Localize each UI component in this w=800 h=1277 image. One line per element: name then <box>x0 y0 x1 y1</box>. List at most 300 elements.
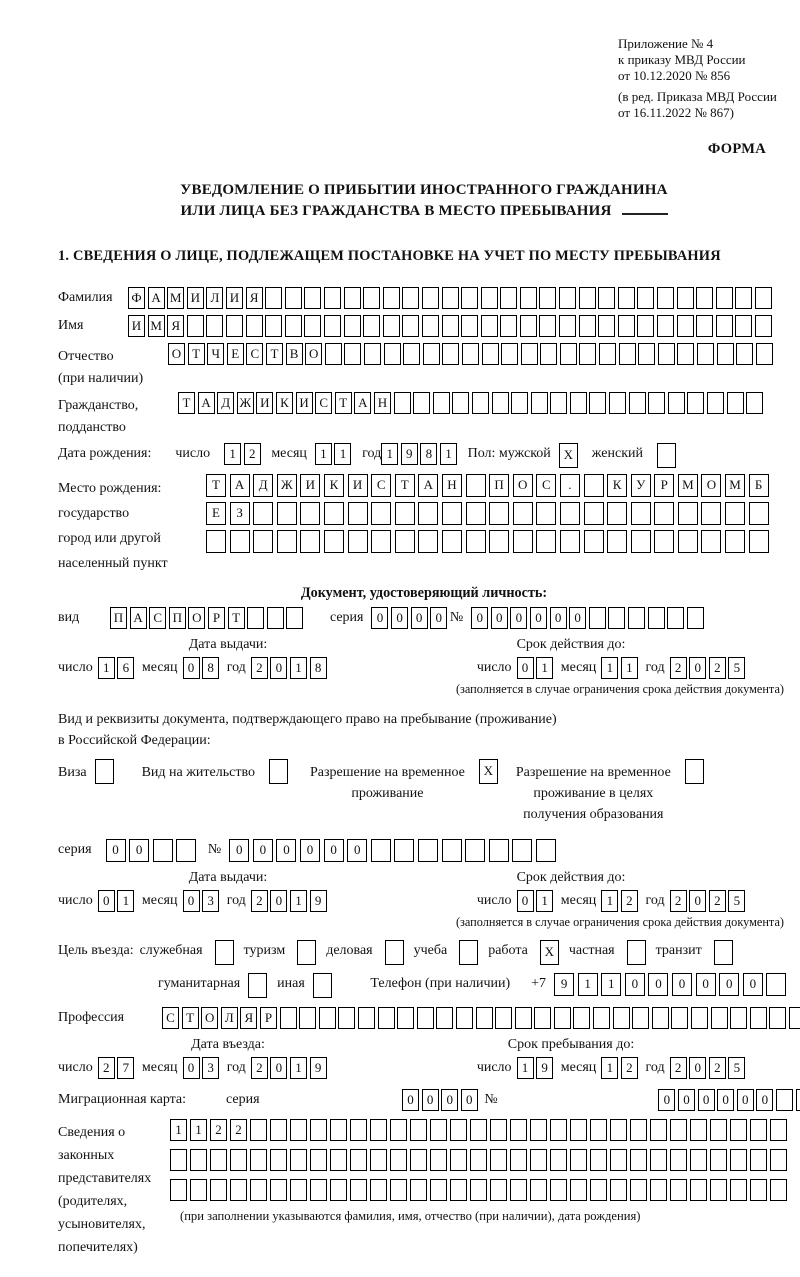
visa-cell[interactable] <box>95 759 114 784</box>
entry-year-cell[interactable]: 9 <box>310 1057 327 1079</box>
patronymic-cell[interactable] <box>423 343 440 365</box>
mig-number-cell[interactable]: 0 <box>737 1089 754 1111</box>
birth-place-cell[interactable] <box>725 502 745 525</box>
legal-rep-cell[interactable]: 2 <box>210 1119 227 1141</box>
citizenship-cell[interactable]: Н <box>374 392 391 414</box>
legal-rep-cell[interactable] <box>490 1149 507 1171</box>
doc-valid-year-cell[interactable]: 2 <box>709 657 726 679</box>
legal-rep-cell[interactable] <box>650 1179 667 1201</box>
profession-cell[interactable] <box>378 1007 395 1029</box>
birth-place-cell[interactable] <box>631 530 651 553</box>
birth-month-cell[interactable]: 1 <box>315 443 332 465</box>
name-cell[interactable]: Я <box>167 315 184 337</box>
birth-place-cell[interactable] <box>701 530 721 553</box>
citizenship-cell[interactable]: А <box>198 392 215 414</box>
birth-place-cell[interactable] <box>489 502 509 525</box>
residence-permit-cell[interactable] <box>269 759 288 784</box>
legal-rep-cell[interactable] <box>490 1119 507 1141</box>
birth-place-cell[interactable] <box>654 502 674 525</box>
legal-rep-cell[interactable] <box>310 1149 327 1171</box>
birth-place-cell[interactable] <box>324 502 344 525</box>
doc-series-cell[interactable]: 0 <box>430 607 447 629</box>
patronymic-cell[interactable] <box>344 343 361 365</box>
surname-cell[interactable] <box>539 287 556 309</box>
name-cell[interactable] <box>520 315 537 337</box>
surname-cell[interactable] <box>696 287 713 309</box>
doc-number-cell[interactable]: 0 <box>471 607 488 629</box>
res-issue-month-cell[interactable]: 3 <box>202 890 219 912</box>
legal-rep-cell[interactable] <box>610 1149 627 1171</box>
patronymic-cell[interactable] <box>579 343 596 365</box>
legal-rep-cell[interactable] <box>590 1179 607 1201</box>
patronymic-cell[interactable] <box>658 343 675 365</box>
profession-cell[interactable] <box>280 1007 297 1029</box>
legal-rep-cell[interactable] <box>410 1119 427 1141</box>
birth-year-cell[interactable]: 1 <box>440 443 457 465</box>
surname-cell[interactable] <box>677 287 694 309</box>
legal-rep-cell[interactable] <box>730 1149 747 1171</box>
res-number-cell[interactable] <box>465 839 485 862</box>
surname-cell[interactable] <box>637 287 654 309</box>
surname-cell[interactable] <box>559 287 576 309</box>
doc-number-cell[interactable] <box>648 607 665 629</box>
profession-cell[interactable] <box>554 1007 571 1029</box>
legal-rep-cell[interactable] <box>230 1149 247 1171</box>
birth-place-cell[interactable]: К <box>324 474 344 497</box>
legal-rep-cell[interactable] <box>170 1149 187 1171</box>
name-cell[interactable] <box>246 315 263 337</box>
name-cell[interactable] <box>402 315 419 337</box>
birth-place-cell[interactable] <box>513 530 533 553</box>
res-valid-day-cell[interactable]: 1 <box>536 890 553 912</box>
profession-cell[interactable]: О <box>201 1007 218 1029</box>
legal-rep-cell[interactable] <box>270 1179 287 1201</box>
stay-year-cell[interactable]: 2 <box>670 1057 687 1079</box>
legal-rep-cell[interactable] <box>690 1179 707 1201</box>
name-cell[interactable] <box>716 315 733 337</box>
birth-place-cell[interactable] <box>395 502 415 525</box>
surname-cell[interactable] <box>657 287 674 309</box>
male-cell[interactable]: X <box>559 443 578 468</box>
birth-place-cell[interactable]: . <box>560 474 580 497</box>
birth-place-cell[interactable]: С <box>536 474 556 497</box>
birth-place-cell[interactable] <box>324 530 344 553</box>
citizenship-cell[interactable] <box>394 392 411 414</box>
birth-place-cell[interactable] <box>230 530 250 553</box>
patronymic-cell[interactable]: О <box>168 343 185 365</box>
birth-place-cell[interactable] <box>607 530 627 553</box>
surname-cell[interactable]: И <box>226 287 243 309</box>
citizenship-cell[interactable] <box>511 392 528 414</box>
doc-valid-day-cell[interactable]: 1 <box>536 657 553 679</box>
legal-rep-cell[interactable] <box>390 1179 407 1201</box>
name-cell[interactable] <box>304 315 321 337</box>
legal-rep-cell[interactable] <box>430 1179 447 1201</box>
patronymic-cell[interactable] <box>560 343 577 365</box>
legal-rep-cell[interactable] <box>250 1119 267 1141</box>
legal-rep-cell[interactable] <box>690 1119 707 1141</box>
name-cell[interactable] <box>598 315 615 337</box>
name-cell[interactable] <box>500 315 517 337</box>
legal-rep-cell[interactable] <box>270 1119 287 1141</box>
profession-cell[interactable] <box>593 1007 610 1029</box>
doc-number-cell[interactable] <box>589 607 606 629</box>
name-cell[interactable] <box>559 315 576 337</box>
legal-rep-cell[interactable] <box>650 1149 667 1171</box>
profession-cell[interactable] <box>789 1007 800 1029</box>
patronymic-cell[interactable]: Ч <box>207 343 224 365</box>
stay-year-cell[interactable]: 5 <box>728 1057 745 1079</box>
legal-rep-cell[interactable] <box>270 1149 287 1171</box>
purpose-business-cell[interactable] <box>385 940 404 965</box>
citizenship-cell[interactable]: Д <box>217 392 234 414</box>
birth-place-cell[interactable]: М <box>725 474 745 497</box>
legal-rep-cell[interactable] <box>370 1119 387 1141</box>
purpose-official-cell[interactable] <box>215 940 234 965</box>
legal-rep-cell[interactable] <box>210 1179 227 1201</box>
doc-kind-cell[interactable]: О <box>188 607 205 629</box>
citizenship-cell[interactable] <box>452 392 469 414</box>
birth-place-cell[interactable] <box>749 502 769 525</box>
legal-rep-cell[interactable] <box>530 1179 547 1201</box>
profession-cell[interactable] <box>397 1007 414 1029</box>
birth-place-cell[interactable]: Д <box>253 474 273 497</box>
surname-cell[interactable] <box>304 287 321 309</box>
temp-residence-cell[interactable]: X <box>479 759 498 784</box>
res-series-cell[interactable] <box>153 839 173 862</box>
doc-kind-cell[interactable]: Р <box>208 607 225 629</box>
doc-issue-year-cell[interactable]: 2 <box>251 657 268 679</box>
name-cell[interactable] <box>579 315 596 337</box>
res-series-cell[interactable] <box>176 839 196 862</box>
birth-place-cell[interactable] <box>701 502 721 525</box>
doc-kind-cell[interactable] <box>286 607 303 629</box>
legal-rep-cell[interactable] <box>210 1149 227 1171</box>
legal-rep-cell[interactable] <box>250 1179 267 1201</box>
citizenship-cell[interactable] <box>531 392 548 414</box>
birth-place-cell[interactable] <box>536 502 556 525</box>
surname-cell[interactable]: А <box>148 287 165 309</box>
legal-rep-cell[interactable] <box>610 1179 627 1201</box>
legal-rep-cell[interactable] <box>710 1119 727 1141</box>
legal-rep-cell[interactable] <box>550 1149 567 1171</box>
patronymic-cell[interactable] <box>364 343 381 365</box>
birth-year-cell[interactable]: 9 <box>401 443 418 465</box>
surname-cell[interactable] <box>716 287 733 309</box>
citizenship-cell[interactable] <box>492 392 509 414</box>
legal-rep-cell[interactable] <box>730 1179 747 1201</box>
legal-rep-cell[interactable] <box>750 1149 767 1171</box>
birth-place-cell[interactable] <box>253 502 273 525</box>
birth-place-cell[interactable] <box>654 530 674 553</box>
doc-number-cell[interactable] <box>608 607 625 629</box>
doc-issue-month-cell[interactable]: 8 <box>202 657 219 679</box>
birth-place-cell[interactable] <box>300 502 320 525</box>
patronymic-cell[interactable] <box>619 343 636 365</box>
name-cell[interactable]: М <box>148 315 165 337</box>
surname-cell[interactable]: Ф <box>128 287 145 309</box>
doc-issue-day-cell[interactable]: 1 <box>98 657 115 679</box>
legal-rep-cell[interactable] <box>170 1179 187 1201</box>
stay-year-cell[interactable]: 2 <box>709 1057 726 1079</box>
phone-cell[interactable]: 1 <box>601 973 621 996</box>
legal-rep-cell[interactable] <box>490 1179 507 1201</box>
res-valid-year-cell[interactable]: 0 <box>689 890 706 912</box>
birth-place-cell[interactable] <box>442 530 462 553</box>
birth-place-cell[interactable] <box>560 502 580 525</box>
birth-place-cell[interactable]: Р <box>654 474 674 497</box>
legal-rep-cell[interactable] <box>430 1119 447 1141</box>
legal-rep-cell[interactable] <box>710 1179 727 1201</box>
birth-place-cell[interactable]: С <box>371 474 391 497</box>
birth-place-cell[interactable]: Т <box>206 474 226 497</box>
profession-cell[interactable] <box>652 1007 669 1029</box>
patronymic-cell[interactable]: Т <box>188 343 205 365</box>
name-cell[interactable] <box>461 315 478 337</box>
birth-place-cell[interactable] <box>749 530 769 553</box>
citizenship-cell[interactable] <box>727 392 744 414</box>
female-cell[interactable] <box>657 443 676 468</box>
birth-place-cell[interactable] <box>418 530 438 553</box>
birth-place-cell[interactable] <box>560 530 580 553</box>
legal-rep-cell[interactable] <box>410 1149 427 1171</box>
res-number-cell[interactable] <box>394 839 414 862</box>
birth-place-cell[interactable] <box>277 530 297 553</box>
surname-cell[interactable] <box>579 287 596 309</box>
doc-series-cell[interactable]: 0 <box>391 607 408 629</box>
name-cell[interactable] <box>481 315 498 337</box>
birth-place-cell[interactable] <box>253 530 273 553</box>
surname-cell[interactable]: И <box>187 287 204 309</box>
birth-place-cell[interactable] <box>371 502 391 525</box>
legal-rep-cell[interactable] <box>690 1149 707 1171</box>
profession-cell[interactable] <box>573 1007 590 1029</box>
surname-cell[interactable] <box>265 287 282 309</box>
legal-rep-cell[interactable] <box>530 1119 547 1141</box>
res-series-cell[interactable]: 0 <box>106 839 126 862</box>
legal-rep-cell[interactable] <box>550 1179 567 1201</box>
legal-rep-cell[interactable] <box>290 1149 307 1171</box>
res-number-cell[interactable]: 0 <box>253 839 273 862</box>
citizenship-cell[interactable] <box>746 392 763 414</box>
birth-place-cell[interactable]: З <box>230 502 250 525</box>
citizenship-cell[interactable]: С <box>315 392 332 414</box>
legal-rep-cell[interactable] <box>730 1119 747 1141</box>
res-number-cell[interactable]: 0 <box>324 839 344 862</box>
surname-cell[interactable]: М <box>167 287 184 309</box>
stay-month-cell[interactable]: 1 <box>601 1057 618 1079</box>
surname-cell[interactable] <box>500 287 517 309</box>
legal-rep-cell[interactable] <box>530 1149 547 1171</box>
birth-place-cell[interactable] <box>348 502 368 525</box>
birth-place-cell[interactable]: И <box>300 474 320 497</box>
legal-rep-cell[interactable] <box>350 1119 367 1141</box>
legal-rep-cell[interactable] <box>190 1179 207 1201</box>
surname-cell[interactable] <box>755 287 772 309</box>
legal-rep-cell[interactable] <box>350 1179 367 1201</box>
profession-cell[interactable] <box>495 1007 512 1029</box>
surname-cell[interactable] <box>383 287 400 309</box>
name-cell[interactable] <box>657 315 674 337</box>
name-cell[interactable] <box>637 315 654 337</box>
mig-series-cell[interactable]: 0 <box>402 1089 419 1111</box>
phone-cell[interactable]: 0 <box>696 973 716 996</box>
birth-place-cell[interactable]: К <box>607 474 627 497</box>
birth-day-cell[interactable]: 1 <box>224 443 241 465</box>
res-valid-month-cell[interactable]: 1 <box>601 890 618 912</box>
name-cell[interactable] <box>422 315 439 337</box>
legal-rep-cell[interactable] <box>570 1119 587 1141</box>
birth-place-cell[interactable] <box>466 530 486 553</box>
citizenship-cell[interactable]: Т <box>335 392 352 414</box>
res-number-cell[interactable]: 0 <box>300 839 320 862</box>
surname-cell[interactable] <box>422 287 439 309</box>
profession-cell[interactable] <box>769 1007 786 1029</box>
patronymic-cell[interactable] <box>501 343 518 365</box>
profession-cell[interactable] <box>319 1007 336 1029</box>
profession-cell[interactable]: Я <box>240 1007 257 1029</box>
phone-cell[interactable]: 0 <box>719 973 739 996</box>
patronymic-cell[interactable]: Т <box>266 343 283 365</box>
doc-kind-cell[interactable]: П <box>169 607 186 629</box>
entry-month-cell[interactable]: 3 <box>202 1057 219 1079</box>
profession-cell[interactable] <box>613 1007 630 1029</box>
name-cell[interactable] <box>187 315 204 337</box>
phone-cell[interactable]: 0 <box>648 973 668 996</box>
purpose-study-cell[interactable] <box>459 940 478 965</box>
res-issue-year-cell[interactable]: 1 <box>290 890 307 912</box>
name-cell[interactable] <box>696 315 713 337</box>
legal-rep-cell[interactable] <box>650 1119 667 1141</box>
res-number-cell[interactable] <box>536 839 556 862</box>
name-cell[interactable] <box>442 315 459 337</box>
legal-rep-cell[interactable] <box>550 1119 567 1141</box>
phone-cell[interactable]: 1 <box>578 973 598 996</box>
profession-cell[interactable] <box>750 1007 767 1029</box>
patronymic-cell[interactable]: О <box>305 343 322 365</box>
doc-issue-year-cell[interactable]: 8 <box>310 657 327 679</box>
citizenship-cell[interactable] <box>570 392 587 414</box>
doc-valid-year-cell[interactable]: 0 <box>689 657 706 679</box>
purpose-transit-cell[interactable] <box>714 940 733 965</box>
citizenship-cell[interactable]: А <box>354 392 371 414</box>
surname-cell[interactable] <box>461 287 478 309</box>
doc-series-cell[interactable]: 0 <box>371 607 388 629</box>
name-cell[interactable] <box>539 315 556 337</box>
patronymic-cell[interactable] <box>717 343 734 365</box>
patronymic-cell[interactable] <box>442 343 459 365</box>
citizenship-cell[interactable] <box>472 392 489 414</box>
mig-number-cell[interactable] <box>776 1089 793 1111</box>
mig-number-cell[interactable]: 0 <box>756 1089 773 1111</box>
birth-place-cell[interactable] <box>277 502 297 525</box>
res-issue-year-cell[interactable]: 0 <box>270 890 287 912</box>
mig-number-cell[interactable] <box>796 1089 800 1111</box>
mig-series-cell[interactable]: 0 <box>422 1089 439 1111</box>
citizenship-cell[interactable] <box>707 392 724 414</box>
birth-place-cell[interactable] <box>418 502 438 525</box>
res-number-cell[interactable] <box>489 839 509 862</box>
surname-cell[interactable] <box>735 287 752 309</box>
name-cell[interactable] <box>285 315 302 337</box>
entry-year-cell[interactable]: 1 <box>290 1057 307 1079</box>
patronymic-cell[interactable] <box>697 343 714 365</box>
profession-cell[interactable] <box>476 1007 493 1029</box>
birth-place-cell[interactable] <box>584 502 604 525</box>
patronymic-cell[interactable]: В <box>286 343 303 365</box>
birth-place-cell[interactable]: У <box>631 474 651 497</box>
birth-place-cell[interactable] <box>725 530 745 553</box>
legal-rep-cell[interactable]: 1 <box>190 1119 207 1141</box>
legal-rep-cell[interactable] <box>570 1149 587 1171</box>
citizenship-cell[interactable] <box>668 392 685 414</box>
res-number-cell[interactable] <box>512 839 532 862</box>
patronymic-cell[interactable] <box>325 343 342 365</box>
phone-cell[interactable] <box>766 973 786 996</box>
doc-number-cell[interactable]: 0 <box>550 607 567 629</box>
doc-valid-year-cell[interactable]: 5 <box>728 657 745 679</box>
birth-place-cell[interactable]: О <box>513 474 533 497</box>
res-issue-year-cell[interactable]: 9 <box>310 890 327 912</box>
stay-day-cell[interactable]: 9 <box>536 1057 553 1079</box>
legal-rep-cell[interactable] <box>510 1179 527 1201</box>
legal-rep-cell[interactable] <box>470 1119 487 1141</box>
res-issue-month-cell[interactable]: 0 <box>183 890 200 912</box>
profession-cell[interactable] <box>671 1007 688 1029</box>
stay-day-cell[interactable]: 1 <box>517 1057 534 1079</box>
citizenship-cell[interactable]: И <box>296 392 313 414</box>
stay-month-cell[interactable]: 2 <box>621 1057 638 1079</box>
birth-place-cell[interactable] <box>466 502 486 525</box>
birth-place-cell[interactable] <box>489 530 509 553</box>
legal-rep-cell[interactable] <box>770 1119 787 1141</box>
purpose-humanitarian-cell[interactable] <box>248 973 267 998</box>
doc-number-cell[interactable]: 0 <box>491 607 508 629</box>
citizenship-cell[interactable] <box>609 392 626 414</box>
legal-rep-cell[interactable] <box>330 1149 347 1171</box>
entry-day-cell[interactable]: 2 <box>98 1057 115 1079</box>
doc-valid-year-cell[interactable]: 2 <box>670 657 687 679</box>
birth-place-cell[interactable] <box>513 502 533 525</box>
profession-cell[interactable] <box>515 1007 532 1029</box>
legal-rep-cell[interactable] <box>470 1149 487 1171</box>
phone-cell[interactable]: 9 <box>554 973 574 996</box>
temp-residence-edu-cell[interactable] <box>685 759 704 784</box>
profession-cell[interactable] <box>456 1007 473 1029</box>
legal-rep-cell[interactable] <box>670 1179 687 1201</box>
name-cell[interactable] <box>618 315 635 337</box>
res-issue-day-cell[interactable]: 1 <box>117 890 134 912</box>
citizenship-cell[interactable]: Т <box>178 392 195 414</box>
mig-number-cell[interactable]: 0 <box>678 1089 695 1111</box>
patronymic-cell[interactable] <box>403 343 420 365</box>
patronymic-cell[interactable] <box>677 343 694 365</box>
res-valid-month-cell[interactable]: 2 <box>621 890 638 912</box>
birth-place-cell[interactable] <box>300 530 320 553</box>
legal-rep-cell[interactable]: 2 <box>230 1119 247 1141</box>
surname-cell[interactable] <box>618 287 635 309</box>
entry-day-cell[interactable]: 7 <box>117 1057 134 1079</box>
profession-cell[interactable]: С <box>162 1007 179 1029</box>
doc-kind-cell[interactable] <box>267 607 284 629</box>
mig-number-cell[interactable]: 0 <box>717 1089 734 1111</box>
res-number-cell[interactable] <box>418 839 438 862</box>
patronymic-cell[interactable] <box>384 343 401 365</box>
birth-place-cell[interactable]: П <box>489 474 509 497</box>
birth-place-cell[interactable] <box>466 474 486 497</box>
surname-cell[interactable] <box>520 287 537 309</box>
legal-rep-cell[interactable] <box>770 1179 787 1201</box>
